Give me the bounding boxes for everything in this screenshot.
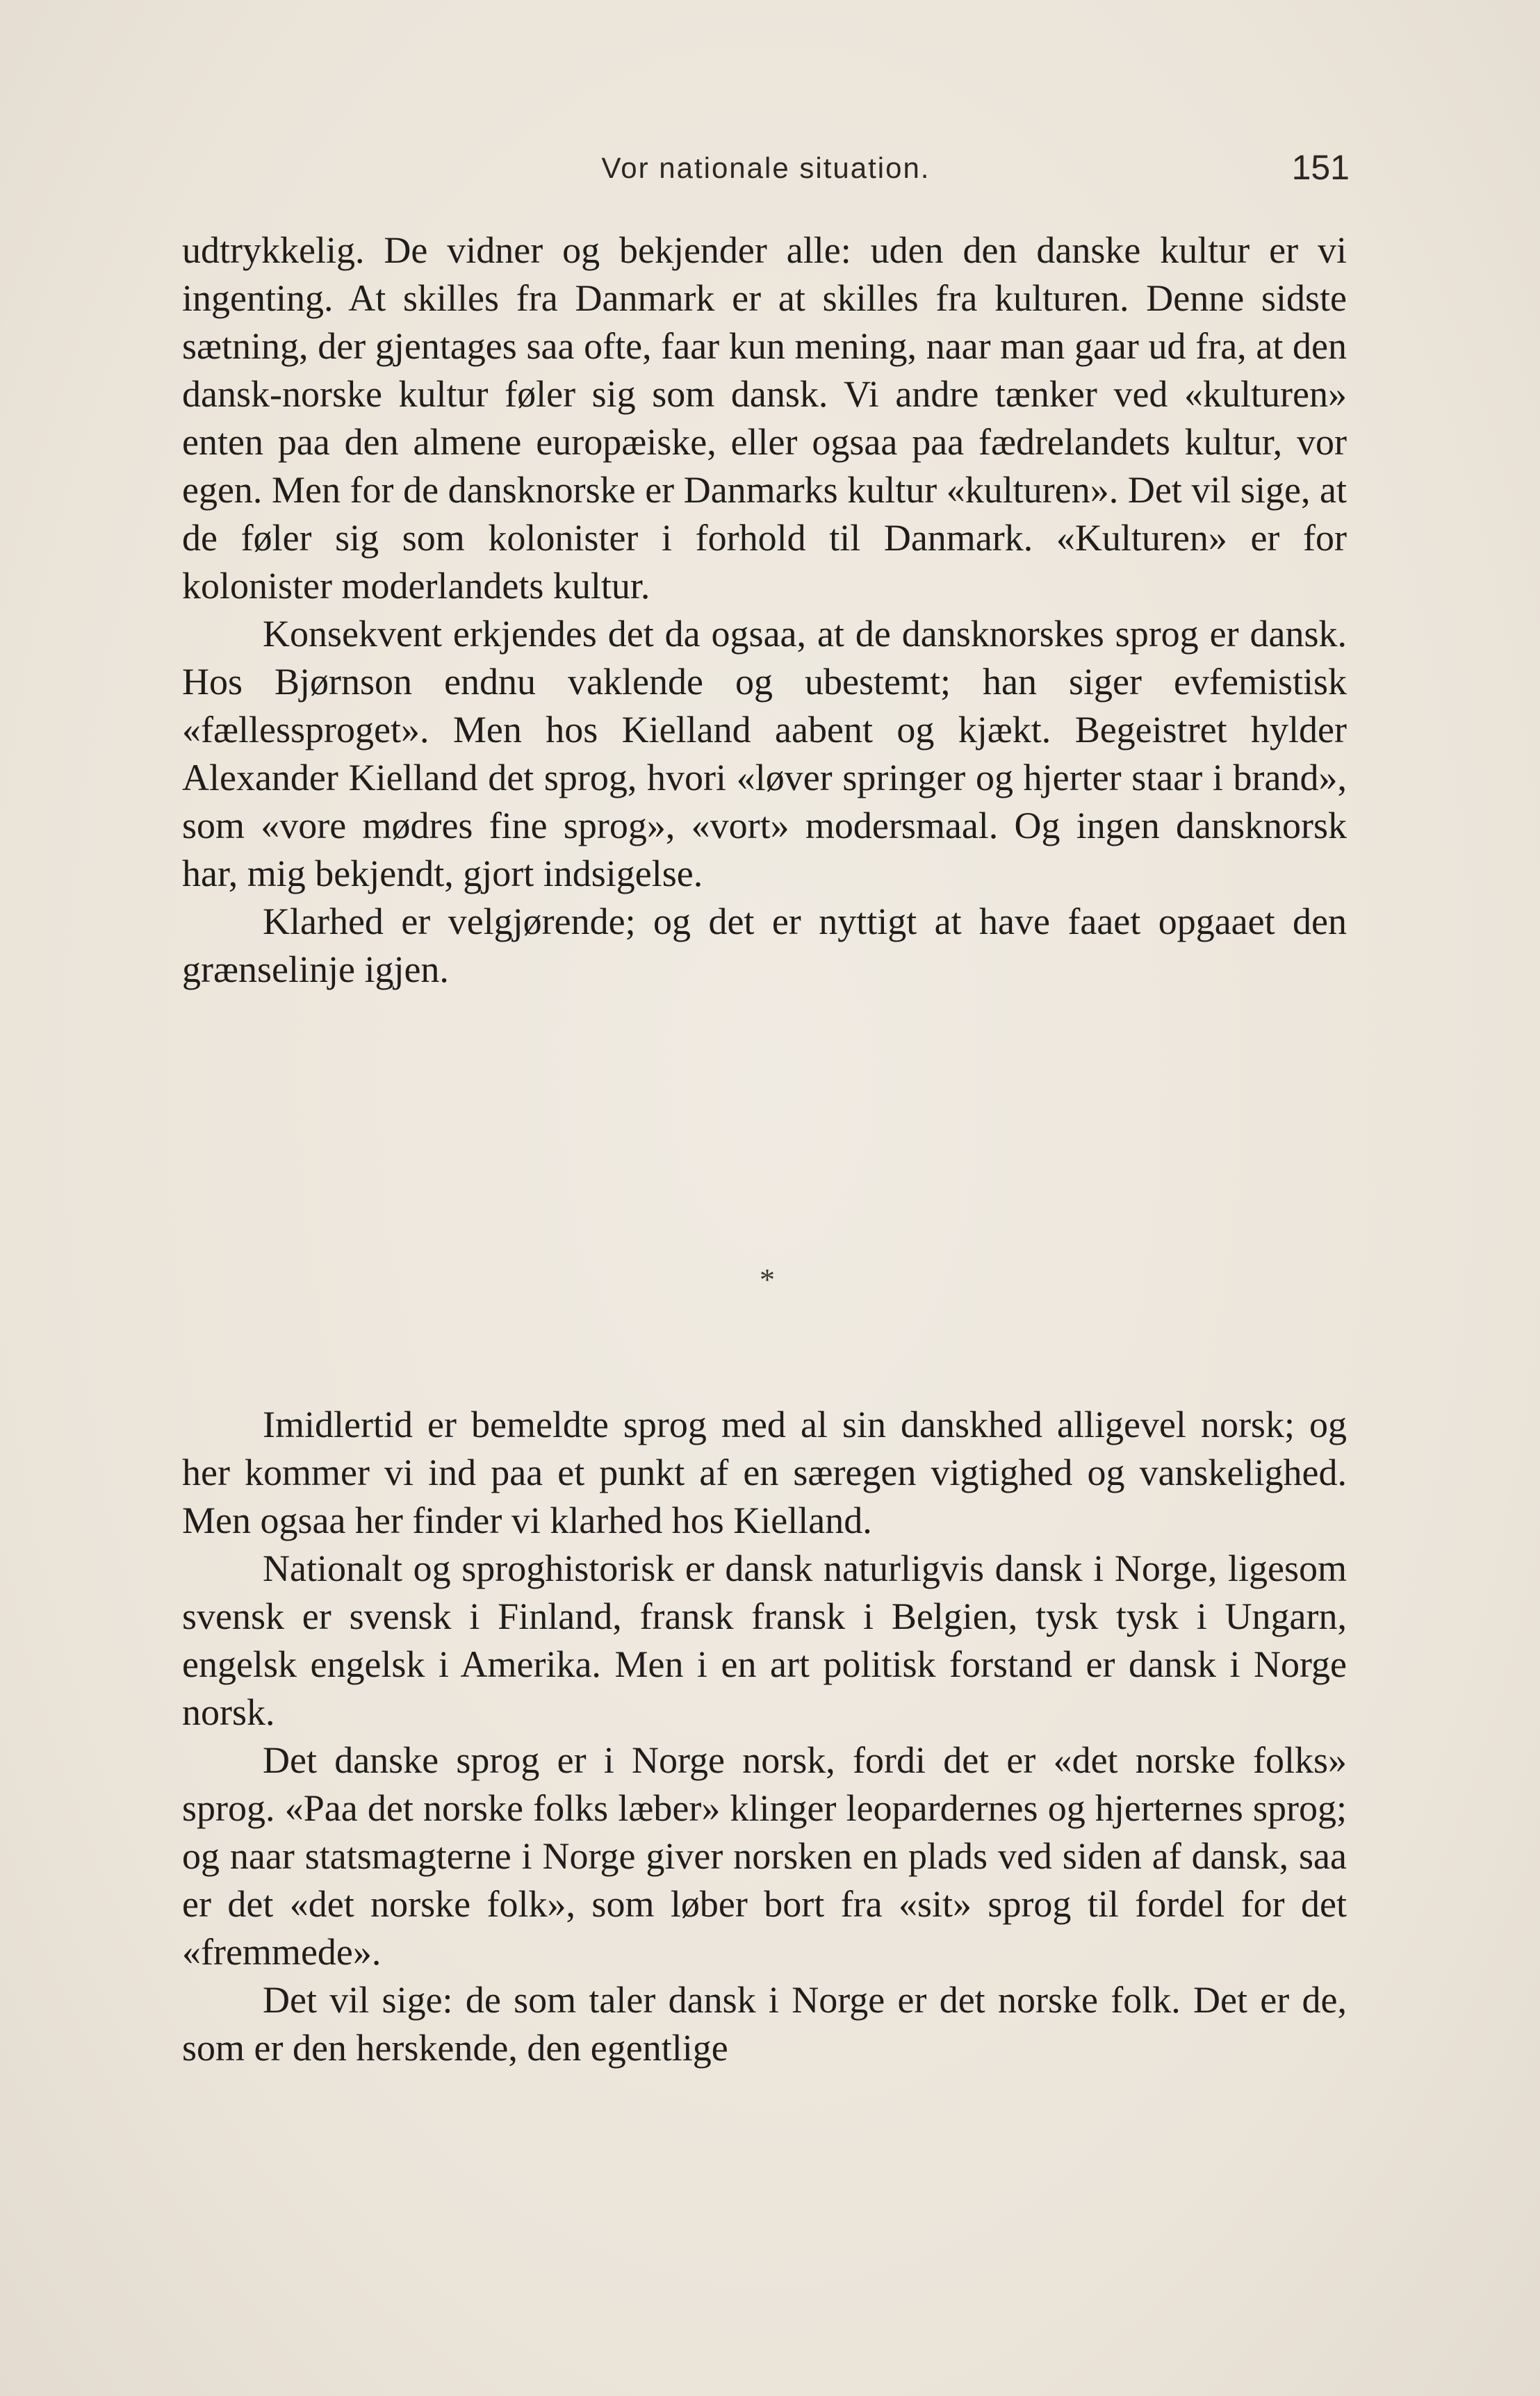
- paragraph: Klarhed er velgjørende; og det er nyttigt at have faaet opgaaet den grænselinje igjen.: [182, 901, 1347, 990]
- page-number: 151: [1291, 148, 1350, 187]
- paragraph: Det danske sprog er i Norge norsk, fordi det er «det norske folks» sprog. «Paa det norske folks læber» klinger leopardernes og hjerternes sprog; og naar statsmagterne i Norge giver norsken en plads ved siden af dansk, saa er det «det norske folk», som løber bort fra «sit» sprog til fordel for det «fremmede».: [182, 1739, 1347, 1973]
- paragraph: Imidlertid er bemeldte sprog med al sin danskhed alligevel norsk; og her kommer vi ind paa et punkt af en særegen vigtighed og vanskelighed. Men ogsaa her finder vi klarhed hos Kielland.: [182, 1404, 1347, 1541]
- section-separator-asterisk: *: [760, 1263, 775, 1297]
- paragraph: udtrykkelig. De vidner og bekjender alle: uden den danske kultur er vi ingenting. At skilles fra Danmark er at skilles fra kulturen. Denne sidste sætning, der gjentages saa ofte, faar kun mening, naar man gaar ud fra, at den dansk-norske kultur føler sig som dansk. Vi andre tænker ved «kulturen» enten paa den almene europæiske, eller ogsaa paa fædrelandets kultur, vor egen. Men for de dansknorske er Danmarks kultur «kulturen». Det vil sige, at de føler sig som kolonister i forhold til Danmark. «Kulturen» er for kolonister moderlandets kultur.: [182, 229, 1347, 607]
- paragraph: Nationalt og sproghistorisk er dansk naturligvis dansk i Norge, ligesom svensk er svensk i Finland, fransk fransk i Belgien, tysk tysk i Ungarn, engelsk engelsk i Amerika. Men i en art politisk forstand er dansk i Norge norsk.: [182, 1548, 1347, 1733]
- paragraph: Konsekvent erkjendes det da ogsaa, at de dansknorskes sprog er dansk. Hos Bjørnson endnu vaklende og ubestemt; han siger evfemistisk «fællessproget». Men hos Kielland aabent og kjækt. Begeistret hylder Alexander Kielland det sprog, hvori «løver springer og hjerter staar i brand», som «vore mødres fine sprog», «vort» modersmaal. Og ingen dansknorsk har, mig bekjendt, gjort indsigelse.: [182, 613, 1347, 894]
- text-section-2: [182, 1401, 1347, 2072]
- running-head: [182, 148, 1350, 200]
- paragraph: Det vil sige: de som taler dansk i Norge er det norske folk. Det er de, som er den herskende, den egentlige: [182, 1979, 1347, 2069]
- running-title: Vor nationale situation.: [601, 151, 931, 184]
- text-section-1: [182, 227, 1347, 994]
